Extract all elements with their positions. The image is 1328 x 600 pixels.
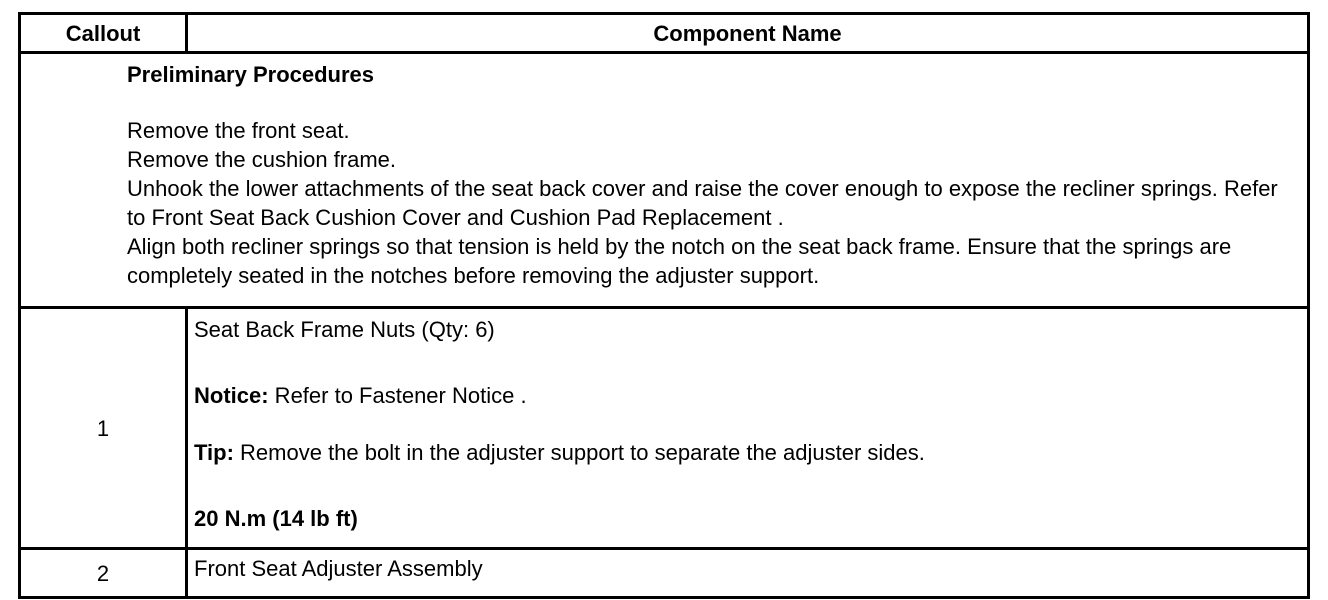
header-callout: Callout <box>20 14 187 53</box>
torque-spec: 20 N.m (14 lb ft) <box>194 506 358 531</box>
preliminary-step: Remove the front seat. <box>127 118 350 143</box>
header-row <box>20 14 1309 53</box>
callout-number: 2 <box>20 549 187 598</box>
notice-line <box>194 381 1299 410</box>
preliminary-step: Remove the cushion frame. <box>127 147 397 172</box>
preliminary-step: Align both recliner springs so that tension is held by the notch on the seat back frame. Ensure that the springs are completely seated in the notches before removing the adjuster support. <box>127 234 1232 288</box>
callout-number: 1 <box>20 308 187 549</box>
table-row <box>20 308 1309 549</box>
component-table <box>18 12 1310 599</box>
notice-label: Notice: <box>194 383 269 408</box>
table-row <box>20 549 1309 598</box>
tip-line <box>194 438 1299 467</box>
preliminary-row <box>20 53 1309 308</box>
preliminary-title: Preliminary Procedures <box>127 62 375 87</box>
preliminary-step: Unhook the lower attachments of the seat back cover and raise the cover enough to expose the recliner springs. Refer to Front Seat Back Cushion Cover and Cushion Pad Replacement . <box>127 176 1278 230</box>
component-name: Front Seat Adjuster Assembly <box>187 549 1309 598</box>
component-cell <box>187 308 1309 549</box>
component-name: Seat Back Frame Nuts (Qty: 6) <box>194 317 495 342</box>
preliminary-cell <box>20 53 1309 308</box>
header-component-name: Component Name <box>187 14 1309 53</box>
tip-label: Tip: <box>194 440 234 465</box>
tip-text: Remove the bolt in the adjuster support to separate the adjuster sides. <box>233 440 925 465</box>
notice-text: Refer to Fastener Notice . <box>268 383 527 408</box>
